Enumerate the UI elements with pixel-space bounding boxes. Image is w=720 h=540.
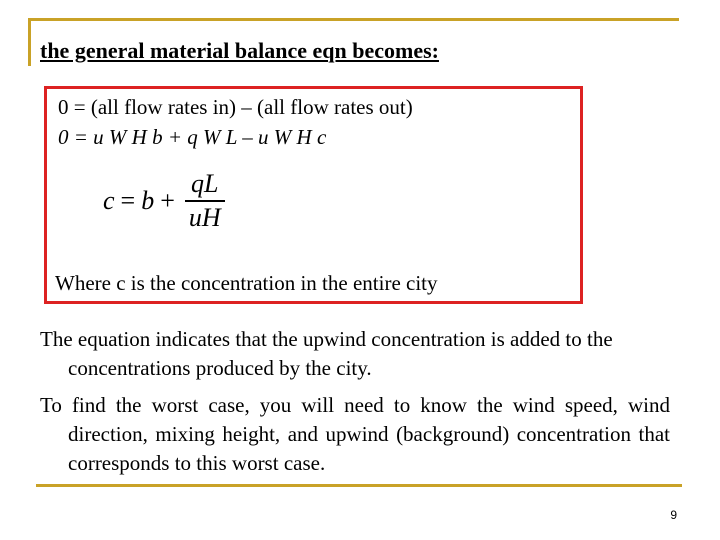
accent-line-bottom bbox=[36, 484, 682, 487]
formula-term: b bbox=[141, 186, 155, 215]
equation-symbols: 0 = u W H b + q W L – u W H c bbox=[58, 125, 327, 149]
where-text: Where c is the concentration in the entire city bbox=[55, 271, 438, 295]
fraction-denominator: uH bbox=[188, 203, 221, 232]
accent-line-top bbox=[28, 18, 679, 21]
page-number: 9 bbox=[670, 508, 677, 522]
formula-plus: + bbox=[160, 186, 175, 215]
paragraph-worst-case: To find the worst case, you will need to know the wind speed, wind direction, mixing height, and upwind (background) concentration that corresponds to this worst case. bbox=[40, 393, 670, 475]
equation-words: 0 = (all flow rates in) – (all flow rates out) bbox=[58, 95, 413, 119]
concentration-formula bbox=[103, 169, 227, 233]
formula-fraction bbox=[183, 169, 227, 233]
slide-title: the general material balance eqn becomes: bbox=[40, 38, 439, 63]
fraction-numerator: qL bbox=[185, 169, 224, 202]
formula-equals: = bbox=[120, 186, 136, 215]
formula-lhs: c bbox=[103, 186, 115, 215]
equation-box bbox=[44, 86, 583, 304]
accent-line-left bbox=[28, 18, 31, 66]
paragraph-upwind: The equation indicates that the upwind concentration is added to the concentrations produced by the city. bbox=[40, 327, 613, 380]
